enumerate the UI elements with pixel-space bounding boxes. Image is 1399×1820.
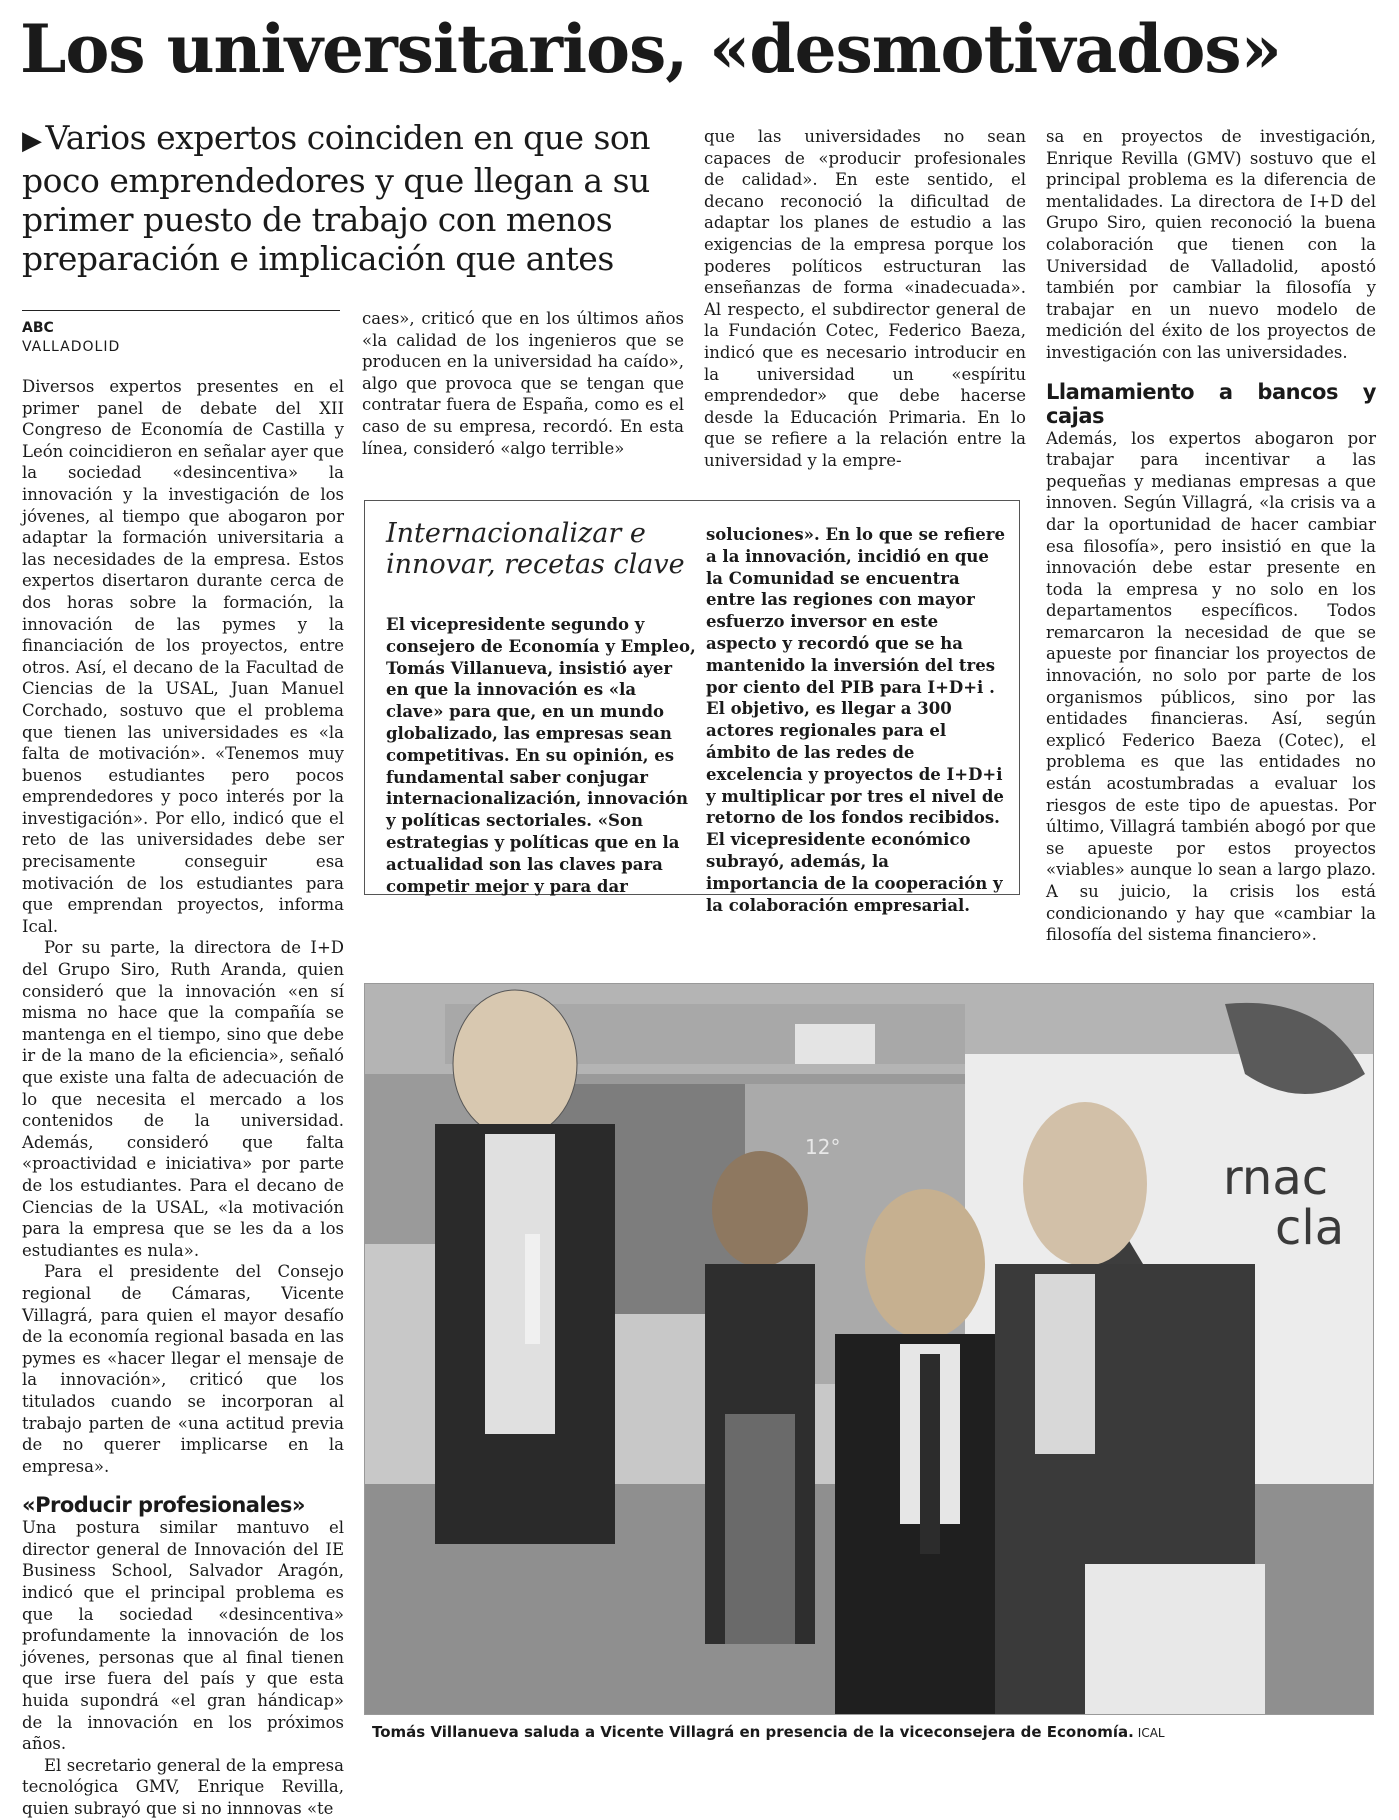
paragraph: que las universidades no sean capaces de «producir profesionales de calidad». En este sentido, el decano reconoció la dificultad de adaptar los planes de estudio a las exigencias de la empresa porque los poderes políticos estructuran las enseñanzas de forma «inadecuada». Al respecto, el subdirector general de la Fundación Cotec, Federico Baeza, indicó que es necesario introducir en la universidad un «espíritu emprendedor» que debe hacerse desde la Educación Primaria. En lo que se refiere a la relación entre la universidad y la empre- bbox=[704, 127, 1026, 470]
caption-credit: ICAL bbox=[1137, 1726, 1165, 1740]
triangle-bullet-icon: ▶ bbox=[22, 126, 42, 156]
display-text: 12° bbox=[805, 1135, 841, 1159]
subheadline bbox=[22, 118, 682, 278]
paragraph: Por su parte, la directora de I+D del Grupo Siro, Ruth Aranda, quien consideró que la innovación «en sí misma no hace que la compañía se mantenga en el tiempo, sino que debe ir de la mano de la eficiencia», señaló que existe una falta de adecuación de lo que necesita el mercado a los contenidos de la universidad. Además, consideró que falta «proactividad e iniciativa» por parte de los estudiantes. Para el decano de Ciencias de la USAL, «la motivación para la empresa que se les da a los estudiantes es nula». bbox=[22, 938, 344, 1260]
caption-text: Tomás Villanueva saluda a Vicente Villagrá en presencia de la viceconsejera de Economía. bbox=[372, 1723, 1134, 1741]
photo-illustration bbox=[365, 984, 1374, 1715]
sidebar-box-title: Internacionalizar e innovar, recetas clave bbox=[386, 518, 685, 580]
headline: Los universitarios, «desmotivados» bbox=[20, 10, 1281, 88]
article-column-1 bbox=[22, 376, 344, 1820]
sign-text-1: rnac bbox=[1223, 1150, 1329, 1206]
news-photo bbox=[364, 983, 1374, 1715]
paragraph: Una postura similar mantuvo el director general de Innovación del IE Business School, Salvador Aragón, indicó que el principal problema es que la sociedad «desincentiva» profundamente la innovación de los jóvenes, personas que al final tienen que irse fuera del país y que esta huida supondrá «el gran hándicap» de la innovación en los próximos años. bbox=[22, 1518, 344, 1754]
byline-source: ABC bbox=[22, 320, 54, 336]
paragraph: Diversos expertos presentes en el primer panel de debate del XII Congreso de Economía de Castilla y León coincidieron en señalar ayer que la sociedad «desincentiva» la innovación y la investigación de los jóvenes, al tiempo que abogaron por adaptar la formación universitaria a las necesidades de la empresa. Estos expertos disertaron durante cerca de dos horas sobre la formación, la innovación de las pymes y la financiación de los proyectos, entre otros. Así, el decano de la Facultad de Ciencias de la USAL, Juan Manuel Corchado, sostuvo que el problema que tienen las universidades es «la falta de motivación». «Tenemos muy buenos estudiantes pero pocos emprendedores y poco interés por la investigación». Por ello, indicó que el reto de las universidades debe ser precisamente conseguir esa motivación de los estudiantes para que emprendan proyectos, informa Ical. bbox=[22, 377, 344, 936]
paragraph: caes», criticó que en los últimos años «la calidad de los ingenieros que se producen en la universidad ha caído», algo que provoca que se tengan que contratar fuera de España, como es el caso de su empresa, recordó. En esta línea, consideró «algo terrible» bbox=[362, 309, 684, 458]
subheadline-text: Varios expertos coinciden en que son poco emprendedores y que llegan a su primer puesto de trabajo con menos preparación e implicación que antes bbox=[22, 118, 651, 278]
sign-text-2: cla bbox=[1275, 1200, 1345, 1256]
paragraph: El secretario general de la empresa tecnológica GMV, Enrique Revilla, quien subrayó que si no innnovas «te bbox=[22, 1755, 344, 1818]
byline bbox=[22, 310, 340, 357]
sidebar-box-text-2: soluciones». En lo que se refiere a la innovación, incidió en que la Comunidad se encuentra entre las regiones con mayor esfuerzo inversor en este aspecto y recordó que se ha mantenido la inversión del tres por ciento del PIB para I+D+i . El objetivo, es llegar a 300 actores regionales para el ámbito de las redes de excelencia y proyectos de I+D+i y multiplicar por tres el nivel de retorno de los fondos recibidos. El vicepresidente económico subrayó, además, la importancia de la cooperación y la colaboración empresarial. bbox=[706, 525, 1005, 915]
photo-caption bbox=[372, 1722, 1372, 1743]
article-column-3 bbox=[704, 126, 1026, 472]
paragraph: Además, los expertos abogaron por trabajar para incentivar a las pequeñas y medianas empresas a que innoven. Según Villagrá, «la crisis va a dar la oportunidad de hacer cambiar esa filosofía», pero insistió en que la innovación debe estar presente en toda la empresa y no solo en los departamentos específicos. Todos remarcaron la necesidad de que se apueste por financiar los proyectos de innovación, no solo por parte de los organismos públicos, sino por las entidades financieras. Así, según explicó Federico Baeza (Cotec), el problema es que las entidades no están acostumbradas a evaluar los riesgos de este tipo de apuestas. Por último, Villagrá también abogó por que se apueste por estos proyectos «viables» aunque lo sean a largo plazo. A su juicio, la crisis los está condicionando y hay que «cambiar la filosofía del sistema financiero». bbox=[1046, 428, 1376, 945]
sidebar-box-text-1: El vicepresidente segundo y consejero de Economía y Empleo, Tomás Villanueva, insistió ayer en que la innovación es «la clave» para que, en un mundo globalizado, las empresas sean competitivas. En su opinión, es fundamental saber conjugar internacionalización, innovación y políticas sectoriales. «Son estrategias y políticas que en la actualidad son las claves para competir mejor y para dar bbox=[386, 615, 696, 896]
paragraph: Para el presidente del Consejo regional de Cámaras, Vicente Villagrá, para quien el mayor desafío de la economía regional basada en las pymes es «hacer llegar el mensaje de la innovación», criticó que los titulados cuando se incorporan al trabajo parten de «una actitud previa de no querer implicarse en la empresa». bbox=[22, 1262, 344, 1476]
section-heading-llamamiento: Llamamiento a bancos y cajas bbox=[1046, 379, 1376, 428]
paragraph: sa en proyectos de investigación, Enrique Revilla (GMV) sostuvo que el principal problema es la diferencia de mentalidades. La directora de I+D del Grupo Siro, quien reconoció la buena colaboración que tienen con la Universidad de Valladolid, apostó también por cambiar la filosofía y trabajar en un nuevo modelo de medición del éxito de los proyectos de investigación con las universidades. bbox=[1046, 127, 1376, 362]
section-heading-producir: «Producir profesionales» bbox=[22, 1493, 305, 1518]
article-column-2 bbox=[362, 308, 684, 459]
article-column-4 bbox=[1046, 126, 1376, 946]
byline-place: VALLADOLID bbox=[22, 339, 121, 355]
